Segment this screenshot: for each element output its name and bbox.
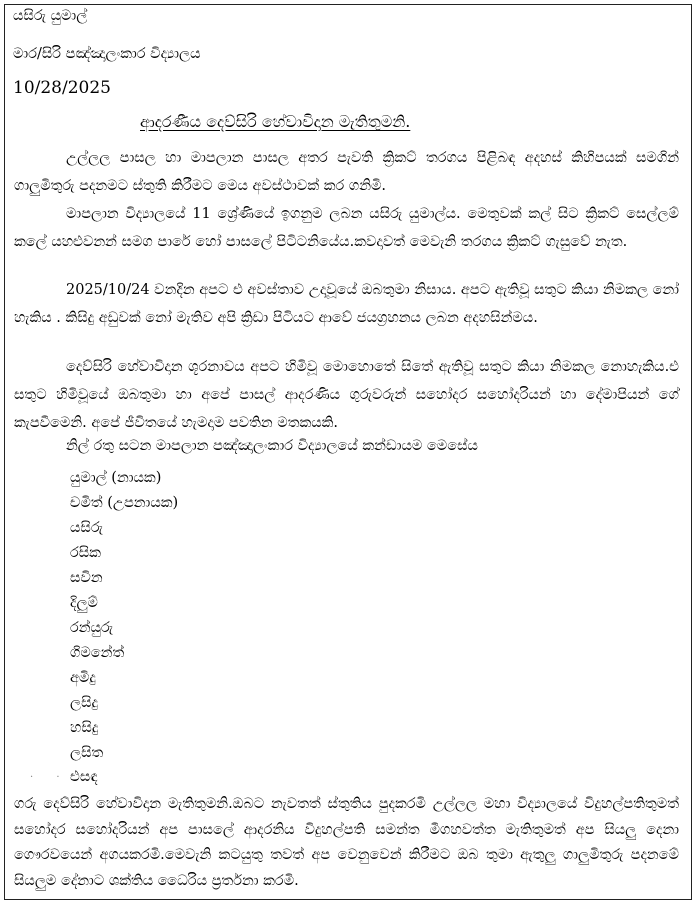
team-member: රසික [70, 545, 101, 561]
scan-dots: · · [30, 772, 70, 783]
team-member: හසිදු [70, 720, 99, 736]
paragraph-3: 2025/10/24 වනදින අපට එ අවස්තාව උදාවූයේ ඔබතුමා නිසාය. අපට ඇතිවූ සතුට කියා නිමකල නෝ හැකිය . කිසිදු අඩුවක් නෝ මැතිව අපි ක්‍රිඩා පිටියට ආවේ ජයග්‍රහනය ලබන අදහසින්මය. [14, 282, 679, 326]
school-address: මාර/සිරි පඤ්ඤාලංකාර විද්‍යාලය [13, 46, 201, 62]
team-member: යසිරු [70, 520, 103, 536]
team-member: එසඳ [70, 769, 98, 785]
team-member: අමිදු [70, 670, 96, 686]
salutation: ආදරණීය දෙව්සිරි හේවාවිදාන මැතිතුමනි. [140, 112, 411, 131]
paragraph-4: දෙව්සිරි හේවාවිදාන ශූරනාවය අපට හිමිවූ මොහොතේ සිතේ ඇතිවූ සතුට කියා නිමකල නොහැකිය.එ සතුට හිමිවූයේ ඔබතුමා හා අපේ පාසල් ආදරණිය ගුරුවරුන් සහෝදර සහෝදරියන් හා දේමාපියන් ගේ කැපවීමෙනි. අපේ ජීවිතයේ හැමදාම පවතින මතකයකි. [14, 359, 679, 431]
team-member-vice-captain: චමිත් (උපනායක) [70, 495, 179, 511]
team-member: රන්යුරු [70, 620, 114, 636]
team-member: සවින [70, 570, 103, 586]
sender-name: යසිරු යුමාල් [13, 8, 88, 24]
team-member: ලසිත [70, 745, 104, 761]
team-member-captain: යුමාල් (නායක) [70, 470, 162, 486]
letter-date: 10/28/2025 [13, 78, 111, 98]
team-member: ගිමනේත් [70, 645, 125, 661]
team-member: දිලුම් [70, 595, 98, 611]
paragraph-1: උල්ලල පාසල හා මාපලාන පාසල අතර පැවති ක්‍රිකට් තරගය පිළිබඳ අදහස් කිහිපයක් සමගින් ගාලුමිතුරු පදනමට ස්තුති කිරීමට මෙය අවස්ථාවක් කර ගනිමි. [14, 150, 679, 194]
paragraph-2: මාපලාන විද්‍යාලයේ 11 ශ්‍රේණියේ ඉගනුම ලබන යසිරු යුමාල්ය. මෙතුවක් කල් සිට ක්‍රිකට් සෙල්ලම් කලේ යහළුවනන් සමග පාරේ හෝ පාසලේ පිටිටනියේය.කවදාවත් මෙවැනි තරගය ක්‍රිකට් ගැසුවේ නැත. [14, 206, 679, 250]
team-member: ලසිදු [70, 695, 98, 711]
closing-paragraph: ගරු දෙව්සිරි හේවාවිදාන මැතිතුමනි.ඔබට නැවතත් ස්තුතිය පුදකරමි උල්ලල මහා විද්‍යාලයේ විදුහල්පතිතුමත් සහෝදර සහෝදරියන් අප පාසලේ ආදරනිය විදුහල්පති සමන්ත මීගහවත්ත මැතිතුමත් අප සියලු දෙනා ගෞරවයෙන් අගයකරමි.මෙවැනි කටයුතු තවත් අප වෙනුවෙන් කිරීමට ඔබ තුමා ඇතුලු ගාලුමිතුරු පදනමේ සියලුම දේනාට ශක්තිය ධෛරිය ප්‍රර්තනා කරමි. [14, 796, 679, 889]
team-intro: නිල් රතු සටන මාපලාන පඤ්ඤාලංකාර විද්‍යාලයේ කන්ඩායම මෙසේය [66, 438, 478, 454]
